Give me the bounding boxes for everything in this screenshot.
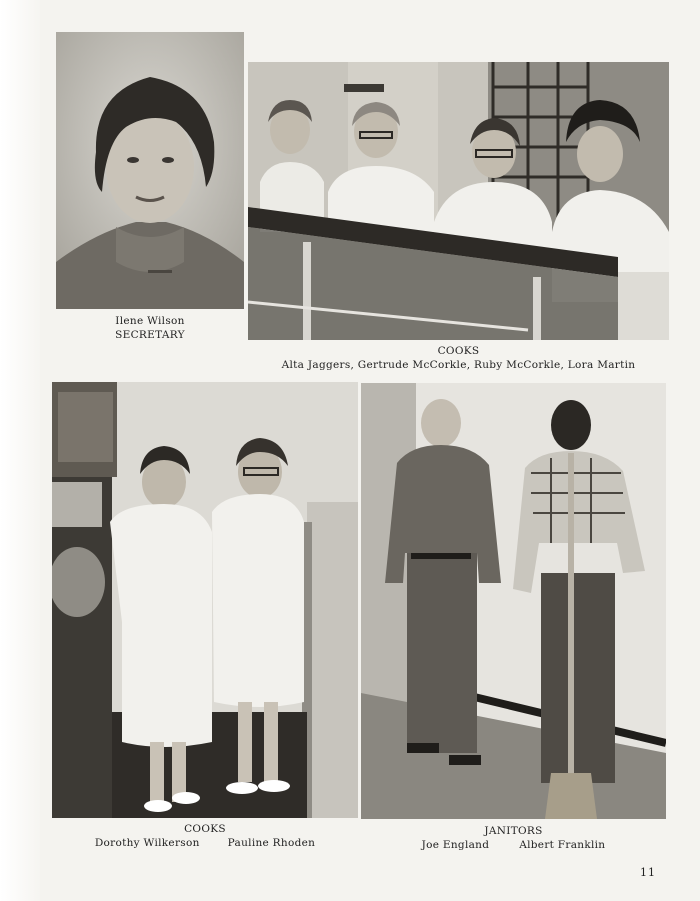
- page-number: 11: [640, 866, 656, 879]
- cooks-bottom-photo: [52, 382, 358, 818]
- janitors-name-left: Joe England: [421, 839, 490, 851]
- cooks-top-caption: [248, 344, 669, 372]
- janitors-photo: [361, 383, 666, 819]
- cooks-bottom-name-right: Pauline Rhoden: [227, 837, 316, 849]
- secretary-photo: [56, 32, 244, 309]
- cooks-bottom-caption: [52, 822, 358, 850]
- page-edge: [0, 0, 40, 901]
- cooks-bottom-name-left: Dorothy Wilkerson: [94, 837, 200, 849]
- cooks-top-photo: [248, 62, 669, 340]
- cooks-top-heading: COOKS: [437, 345, 480, 357]
- cooks-top-names: Alta Jaggers, Gertrude McCorkle, Ruby McCorkle, Lora Martin: [281, 359, 636, 371]
- secretary-caption: [56, 314, 244, 342]
- secretary-title: SECRETARY: [115, 329, 185, 341]
- janitors-heading: JANITORS: [484, 825, 543, 837]
- janitors-name-right: Albert Franklin: [519, 839, 606, 851]
- janitors-caption: [361, 824, 666, 852]
- secretary-name: Ilene Wilson: [115, 315, 185, 327]
- cooks-bottom-heading: COOKS: [184, 823, 226, 835]
